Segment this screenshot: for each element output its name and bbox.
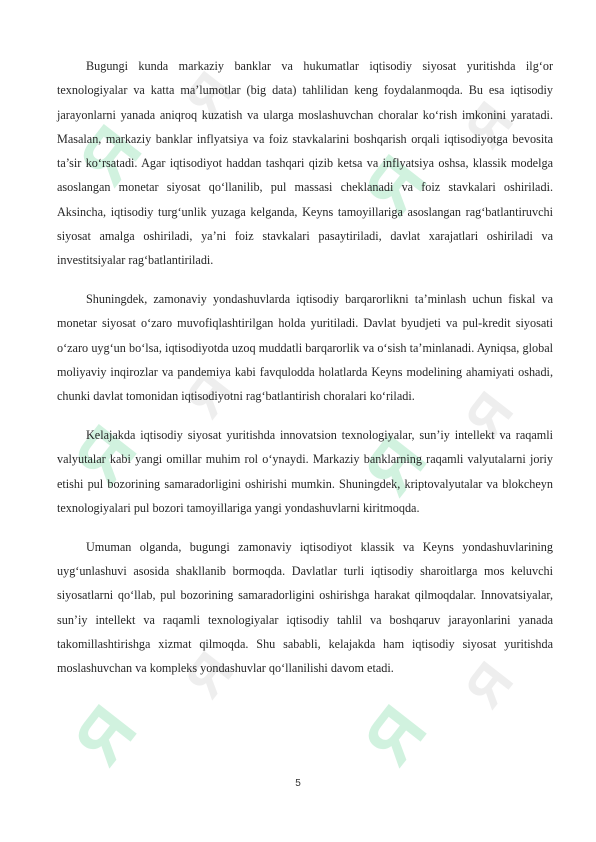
paragraph: Umuman olganda, bugungi zamonaviy iqtisodiyot klassik va Keyns yondashuvlarining uyg‘unlashuvi asosida shakllanib bormoqda. Davlatlar turli iqtisodiy sharoitlarga mos keluvchi siyosatlarni qo‘llab, pul bozorining samaradorligini oshirishga harakat qilmoqdalar. Innovatsiyalar, sun’iy intellekt va raqamli texnologiyalar iqtisodiy tahlil va boshqaruv jarayonlarini yanada takomillashtirishga xizmat qilmoqda. Shu sababli, kelajakda ham iqtisodiy siyosat yuritishda moslashuvchan va kompleks yondashuvlar qo‘llanilishi davom etadi.: [57, 539, 553, 676]
document-body: [57, 54, 553, 695]
paragraph: Shuningdek, zamonaviy yondashuvlarda iqtisodiy barqarorlikni ta’minlash uchun fiskal va monetar siyosat o‘zaro muvofiqlashtirilgan holda yuritiladi. Davlat byudjeti va pul-kredit siyosati o‘zaro uyg‘un bo‘lsa, iqtisodiyotda uzoq muddatli barqarorlik va o‘sish ta’minlanadi. Ayniqsa, global moliyaviy inqirozlar va pandemiya kabi favqulodda holatlarda Keyns modelining ahamiyati oshadi, chunki davlat tomonidan iqtisodiyotni rag‘batlantirish choralari ko‘riladi.: [57, 292, 553, 404]
watermark-glyph: Я: [58, 691, 152, 779]
watermark-glyph-faint: Я: [173, 61, 245, 129]
page-number: 5: [295, 778, 301, 789]
watermark-glyph: Я: [348, 691, 442, 779]
watermark-glyph-faint: Я: [173, 641, 245, 709]
watermark-glyph: Я: [348, 141, 442, 229]
watermark-glyph-faint: Я: [453, 651, 525, 719]
paragraph: Bugungi kunda markaziy banklar va hukumatlar iqtisodiy siyosat yuritishda ilg‘or texnologiyalar va katta ma’lumotlar (big data) tahlilidan keng foydalanmoqda. Bu esa iqtisodiy jarayonlarni yanada aniqroq kuzatish va ularga moslashuvchan choralar ko‘rish imkonini yaratadi. Masalan, markaziy banklar inflyatsiya va foiz stavkalarini boshqarish orqali iqtisodiyotga bevosita ta’sir ko‘rsatadi. Agar iqtisodiyot haddan tashqari qizib ketsa va inflyatsiya oshsa, klassik modelga asoslangan monetar siyosat qo‘llanilib, pul massasi cheklanadi va foiz stavkalari oshiriladi. Aksincha, iqtisodiy turg‘unlik yuzaga kelganda, Keyns tamoyillariga asoslangan rag‘batlantiruvchi siyosat amalga oshiriladi, ya’ni foiz stavkalari pasaytiriladi, davlat xarajatlari oshiriladi va investitsiyalar rag‘batlantiriladi.: [57, 59, 553, 268]
paragraph: Kelajakda iqtisodiy siyosat yuritishda innovatsion texnologiyalar, sun’iy intellekt va raqamli valyutalar kabi yangi omillar muhim rol o‘ynaydi. Markaziy banklarning raqamli valyutalarni joriy etishi pul bozorining samaradorligini oshirishi mumkin. Shuningdek, kriptovalyutalar va blokcheyn texnologiyalari pul bozori tamoyillariga yangi yondashuvlarni kiritmoqda.: [57, 428, 553, 516]
watermark-glyph: Я: [348, 421, 442, 509]
watermark-glyph-faint: Я: [453, 381, 525, 449]
watermark-glyph: Я: [58, 411, 152, 499]
watermark-glyph: Я: [63, 111, 157, 199]
watermark-glyph-faint: Я: [173, 361, 245, 429]
watermark-glyph-faint: Я: [453, 91, 525, 159]
